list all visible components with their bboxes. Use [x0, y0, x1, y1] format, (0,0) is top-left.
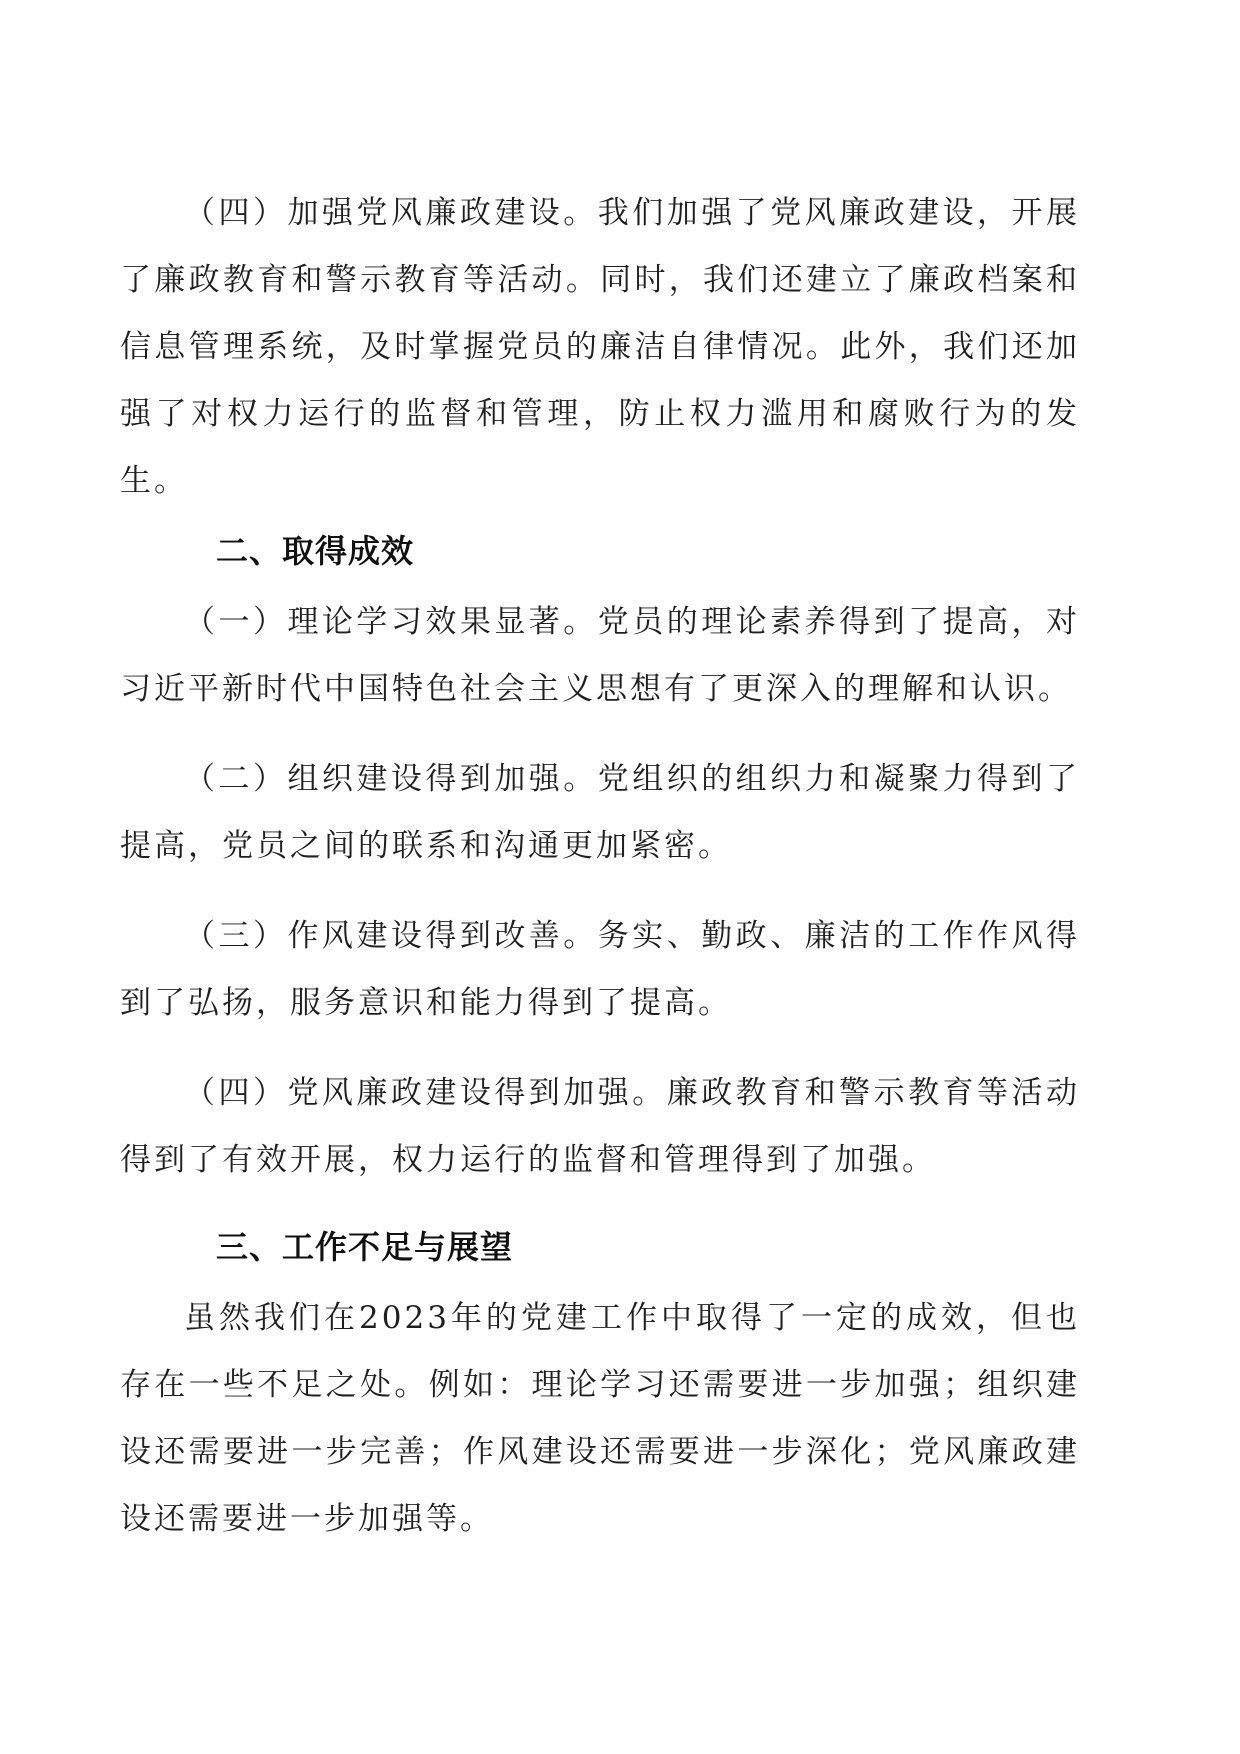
paragraph-theory-study: （一）理论学习效果显著。党员的理论素养得到了提高，对习近平新时代中国特色社会主义思想有了更深入的理解和认识。 — [120, 604, 1080, 707]
paragraph-integrity-results: （四）党风廉政建设得到加强。廉政教育和警示教育等活动得到了有效开展，权力运行的监督和管理得到了加强。 — [120, 1075, 1080, 1178]
paragraph-party-integrity: （四）加强党风廉政建设。我们加强了党风廉政建设，开展了廉政教育和警示教育等活动。同时，我们还建立了廉政档案和信息管理系统，及时掌握党员的廉洁自律情况。此外，我们还加强了对权力运行的监督和管理，防止权力滥用和腐败行为的发生。 — [120, 195, 1080, 499]
paragraph-work-style: （三）作风建设得到改善。务实、勤政、廉洁的工作作风得到了弘扬，服务意识和能力得到了提高。 — [120, 918, 1080, 1021]
paragraph-organization-building: （二）组织建设得到加强。党组织的组织力和凝聚力得到了提高，党员之间的联系和沟通更加紧密。 — [120, 761, 1080, 864]
document-body — [120, 180, 1080, 1576]
section-heading-shortcomings: 三、工作不足与展望 — [216, 1228, 514, 1266]
section-heading-results: 二、取得成效 — [216, 532, 415, 570]
paragraph-shortcomings: 虽然我们在2023年的党建工作中取得了一定的成效，但也存在一些不足之处。例如：理论学习还需要进一步加强；组织建设还需要进一步完善；作风建设还需要进一步深化；党风廉政建设还需要进一步加强等。 — [120, 1300, 1080, 1537]
